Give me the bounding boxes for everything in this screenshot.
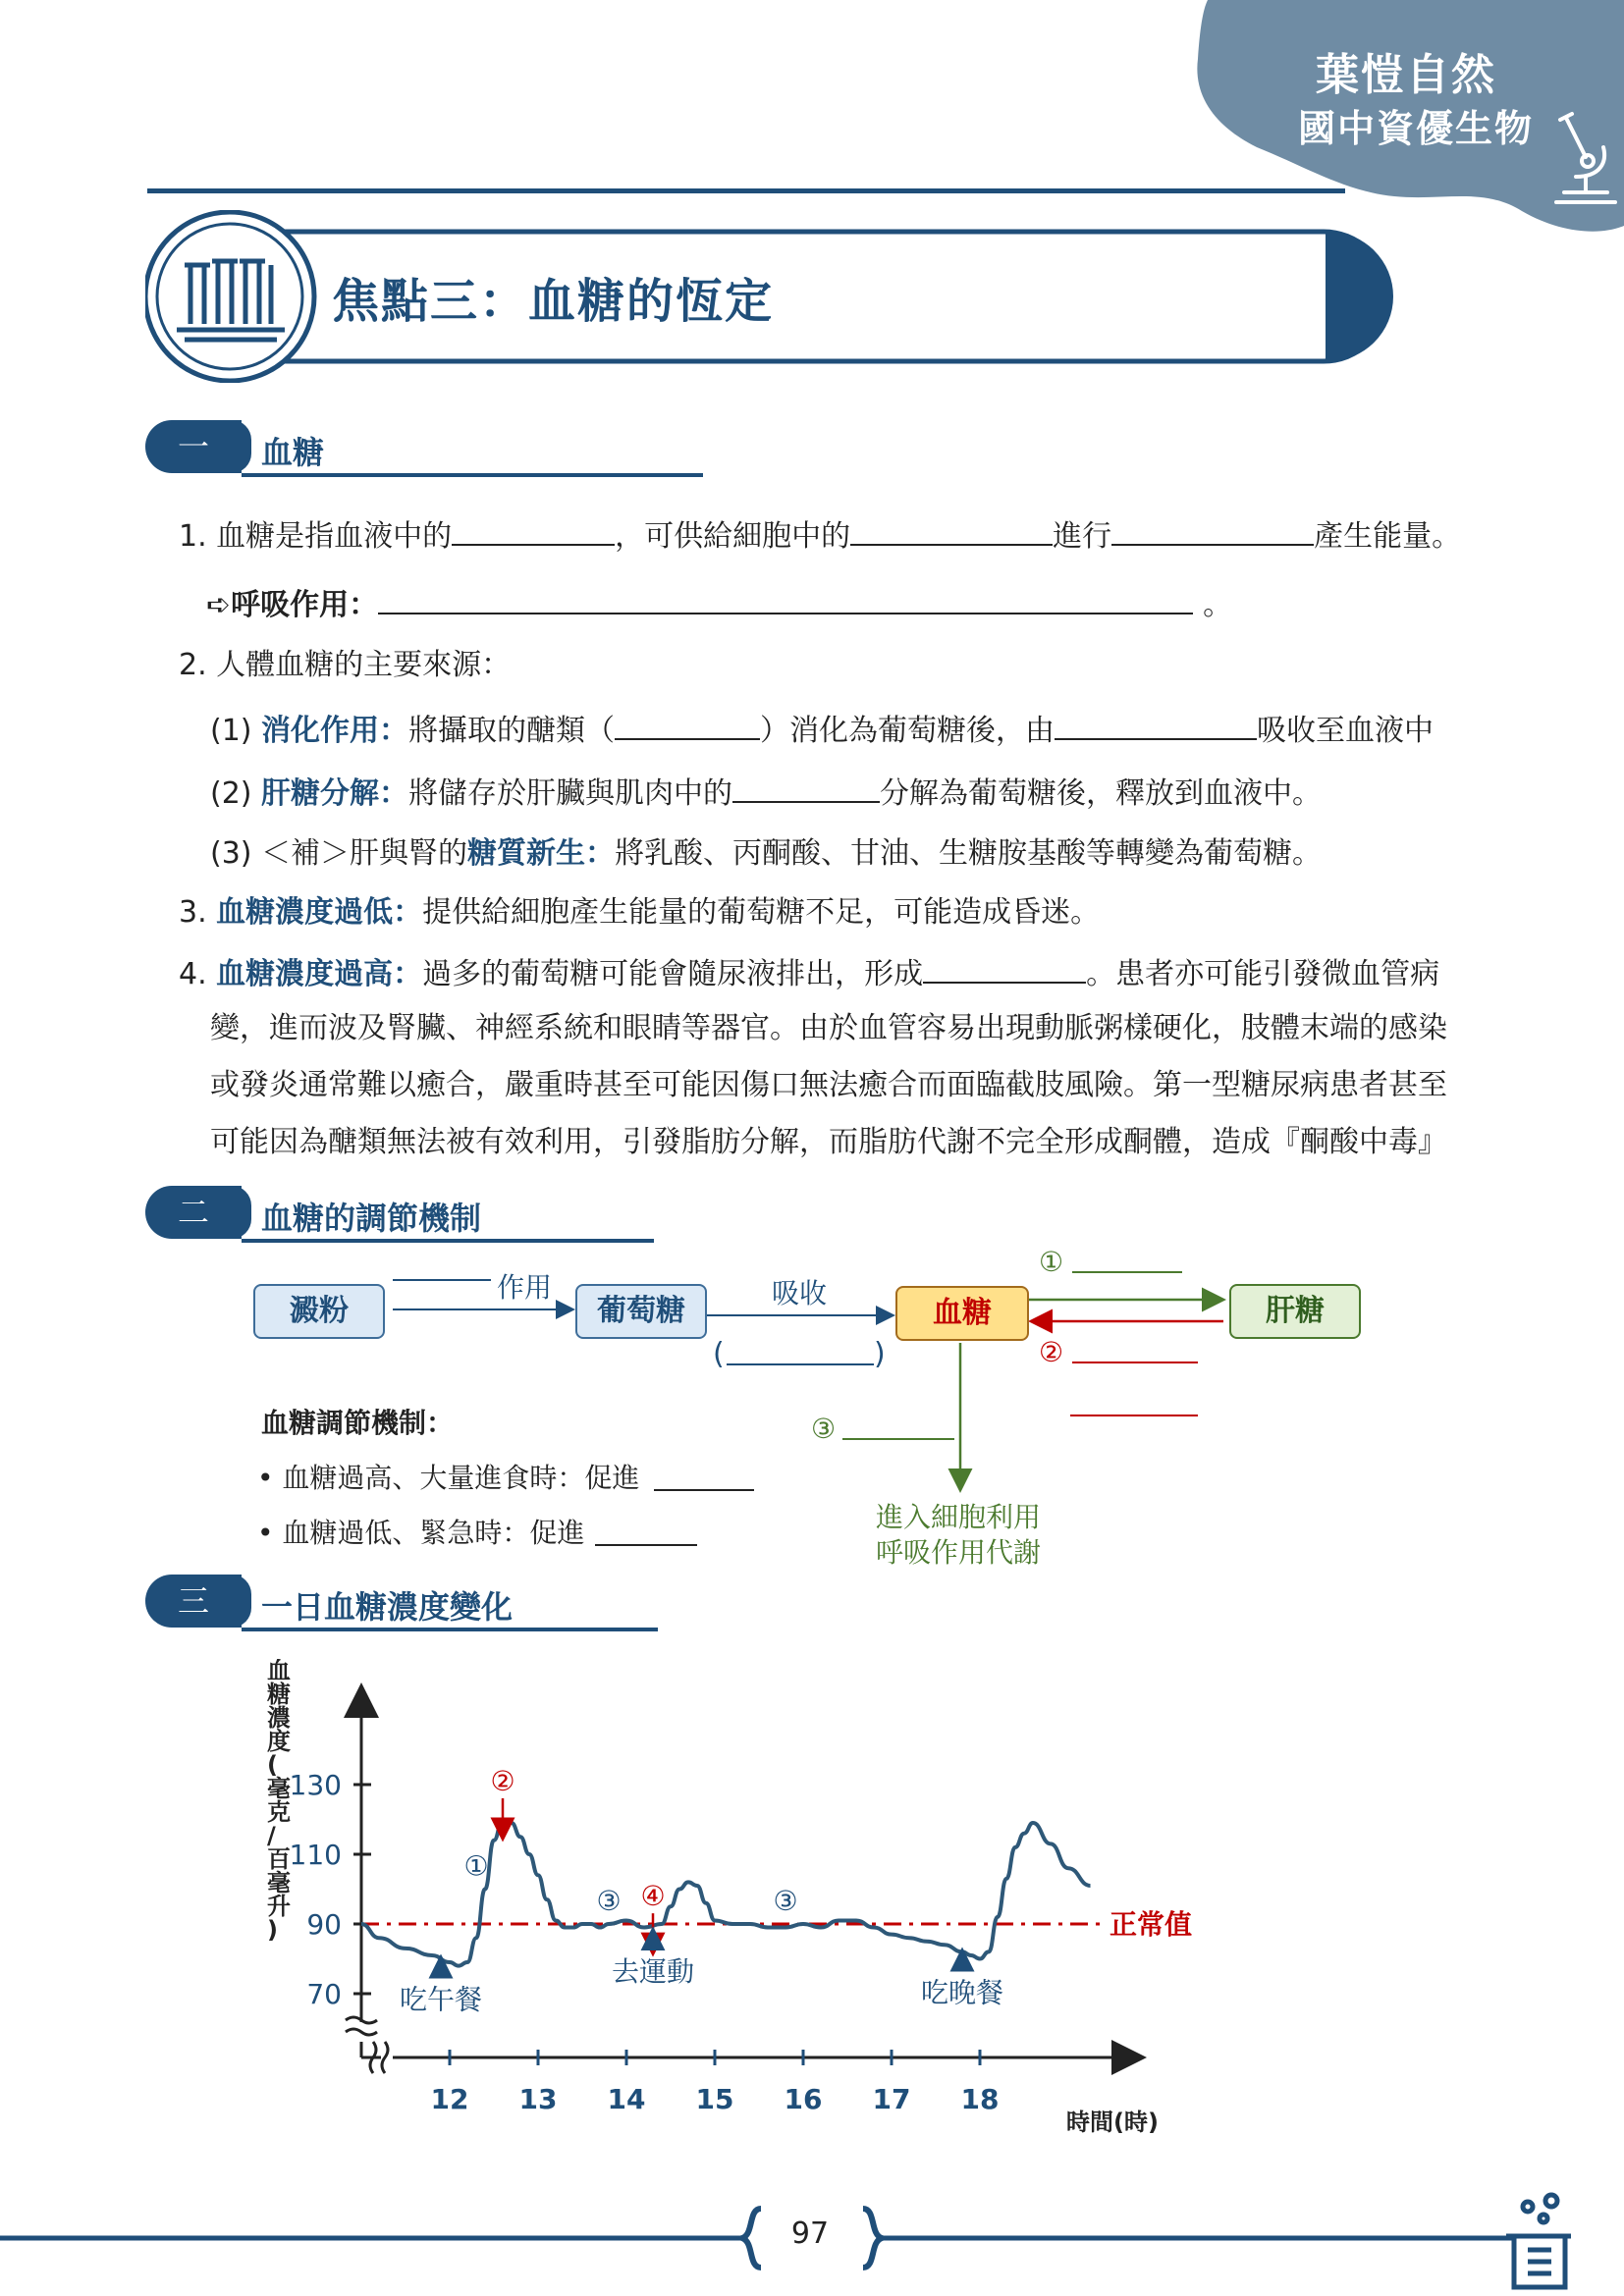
source-1: (1) 消化作用：將攝取的醣類（ ）消化為葡萄糖後，由 吸收至血液中 (210, 709, 1434, 751)
mechanism-title: 血糖調節機制： (261, 1407, 455, 1439)
section-title: 一日血糖濃度變化 (261, 1588, 514, 1626)
test-tubes-icon (177, 261, 285, 340)
source-2: (2) 肝糖分解：將儲存於肝臟與肌肉中的 分解為葡萄糖後，釋放到血液中。 (210, 772, 1322, 814)
section-header-2 (145, 1186, 558, 1245)
annotation-7: 吃晚餐 (920, 1976, 1004, 2009)
y-tick-label: 70 (306, 1978, 342, 2010)
fill-blank[interactable] (1055, 709, 1257, 740)
y-tick-label: 130 (289, 1769, 342, 1801)
glycogen-box: 肝糖 (1229, 1284, 1361, 1339)
brand-subtitle: 國中資優生物 (1298, 106, 1535, 150)
annotation-4: ③ (773, 1884, 798, 1917)
label-c1: ① (1039, 1246, 1064, 1278)
mechanism-bullet-1: • 血糖過高、大量進食時：促進 (257, 1462, 640, 1494)
source-3: (3) ＜補＞肝與腎的糖質新生：將乳酸、丙酮酸、甘油、生糖胺基酸等轉變為葡萄糖。 (210, 836, 1323, 871)
y-tick-label: 90 (306, 1908, 342, 1941)
section-number: 三 (145, 1575, 242, 1628)
x-tick-label: 13 (518, 2083, 558, 2115)
section-number: 二 (145, 1186, 242, 1239)
y-axis-label: 血糖濃度(毫克/百毫升) (267, 1659, 291, 1944)
item-4: 4. 血糖濃度過高：過多的葡萄糖可能會隨尿液排出，形成 。患者亦可能引發微血管病 (179, 952, 1439, 994)
fill-blank[interactable] (452, 514, 615, 546)
section-title: 血糖 (261, 434, 325, 471)
section-header-3 (145, 1575, 558, 1633)
label-paren-open: ( (713, 1337, 725, 1371)
respiration-line: ➪呼吸作用： 。 (206, 583, 1232, 625)
label-absorb: 吸收 (772, 1277, 828, 1309)
label-enter-cells: 進入細胞利用 (876, 1501, 1042, 1533)
item-4-line4: 可能因為醣類無法被有效利用，引發脂肪分解，而脂肪代謝不完全形成酮體，造成『酮酸中毒』 (210, 1125, 1447, 1159)
annotation-5: 吃午餐 (399, 1983, 483, 2016)
label-paren-close: ) (874, 1337, 886, 1371)
axis-break-y (346, 2017, 377, 2035)
fill-blank[interactable] (923, 952, 1086, 984)
x-axis-label: 時間(時) (1066, 2109, 1159, 2136)
item-3: 3. 血糖濃度過低：提供給細胞產生能量的葡萄糖不足，可能造成昏迷。 (179, 895, 1101, 930)
fill-blank[interactable] (615, 709, 760, 740)
fill-blank[interactable] (1111, 514, 1314, 546)
brand-name: 葉愷自然 (1316, 50, 1496, 100)
x-tick-label: 14 (607, 2083, 646, 2115)
mechanism-bullet-2: • 血糖過低、緊急時：促進 (257, 1517, 585, 1549)
focus-title: 焦點三：血糖的恆定 (332, 274, 775, 329)
x-tick-label: 17 (872, 2083, 911, 2115)
fill-blank[interactable] (850, 514, 1053, 546)
annotation-3: ④ (640, 1880, 666, 1913)
section-title: 血糖的調節機制 (261, 1200, 482, 1237)
section-number: 一 (145, 420, 242, 473)
glucose-box: 葡萄糖 (575, 1284, 707, 1339)
series-line-0 (361, 1820, 1091, 1966)
item-1: 1. 血糖是指血液中的 ，可供給細胞中的 進行 產生能量。 (179, 514, 1461, 557)
annotation-6: 去運動 (611, 1954, 695, 1988)
x-tick-label: 12 (430, 2083, 469, 2115)
starch-box: 澱粉 (253, 1284, 385, 1339)
annotation-2: ③ (596, 1884, 622, 1917)
x-tick-label: 18 (960, 2083, 1000, 2115)
label-c2: ② (1039, 1336, 1064, 1368)
item-4-line2: 變，進而波及腎臟、神經系統和眼睛等器官。由於血管容易出現動脈粥樣硬化，肢體末端的感染 (210, 1011, 1447, 1045)
label-action: 作用 (497, 1271, 553, 1304)
annotation-1: ② (490, 1765, 515, 1797)
label-respiration-metabolism: 呼吸作用代謝 (876, 1536, 1042, 1569)
normal-value-label: 正常值 (1110, 1908, 1193, 1941)
beaker-icon (1506, 2195, 1571, 2287)
header-rule (147, 188, 1345, 193)
fill-blank[interactable] (378, 583, 1193, 614)
x-tick-label: 16 (784, 2083, 823, 2115)
item-4-line3: 或發炎通常難以癒合，嚴重時甚至可能因傷口無法癒合而面臨截肢風險。第一型糖尿病患者甚至 (210, 1068, 1447, 1102)
annotation-0: ① (463, 1849, 489, 1883)
label-c3: ③ (811, 1413, 837, 1445)
y-tick-label: 110 (289, 1839, 342, 1871)
section-header-1 (145, 420, 558, 479)
fill-blank[interactable] (732, 772, 880, 803)
item-2: 2. 人體血糖的主要來源： (179, 648, 512, 682)
x-tick-label: 15 (695, 2083, 734, 2115)
page-number: 97 (790, 2216, 830, 2251)
blood-sugar-box: 血糖 (895, 1286, 1029, 1341)
blood-glucose-chart (236, 1659, 1218, 2169)
